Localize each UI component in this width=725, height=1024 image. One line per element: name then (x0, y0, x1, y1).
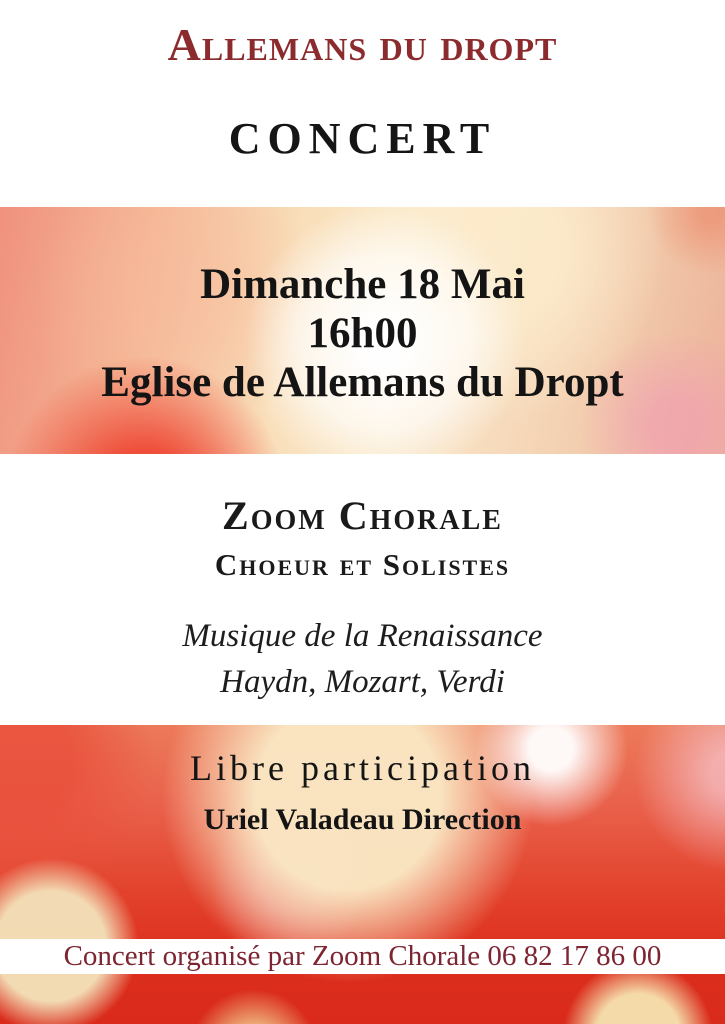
header-section (0, 0, 725, 207)
admission-line: Libre participation (190, 748, 535, 788)
event-title: CONCERT (228, 113, 497, 163)
program-line-2: Haydn, Mozart, Verdi (220, 664, 505, 700)
program-line-1: Musique de la Renaissance (182, 618, 543, 654)
date-banner (0, 207, 725, 454)
town-title: Allemans du dropt (167, 19, 558, 70)
date-line: Dimanche 18 Mai (200, 261, 525, 308)
director-line: Uriel Valadeau Direction (203, 803, 522, 836)
date-banner-text (101, 254, 623, 407)
organizer-strip (0, 939, 725, 974)
venue-line: Eglise de Allemans du Dropt (101, 359, 624, 406)
info-banner (0, 725, 725, 1024)
performers-section (0, 454, 725, 725)
time-line: 16h00 (307, 310, 418, 357)
program-block (0, 613, 725, 705)
group-name: Zoom Chorale (222, 493, 503, 538)
organizer-text: Concert organisé par Zoom Chorale 06 82 17 86 00 (63, 940, 662, 972)
group-subtitle: Choeur et Solistes (214, 547, 511, 582)
